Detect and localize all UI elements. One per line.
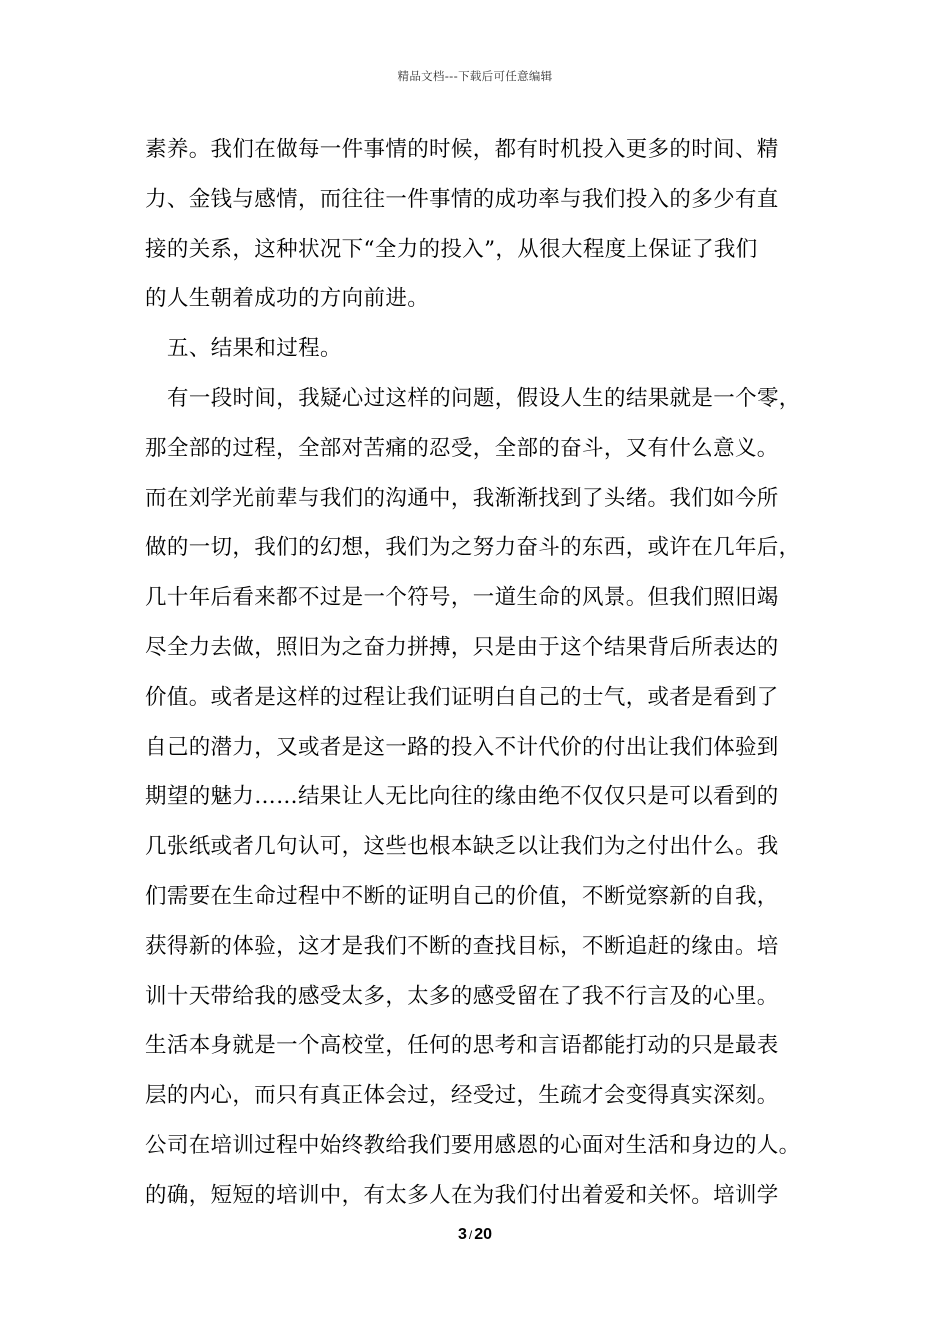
text-line: 自己的潜力，又或者是这一路的投入不计代价的付出让我们体验到: [145, 734, 779, 760]
text-line: 素养。我们在做每一件事情的时候，都有时机投入更多的时间、精: [145, 137, 779, 162]
text-line: 层的内心，而只有真正体会过，经受过，生疏才会变得真实深刻。: [145, 1083, 779, 1109]
text-line: 获得新的体验，这才是我们不断的查找目标，不断追赶的缘由。培: [145, 933, 779, 959]
page-number: [0, 1226, 950, 1244]
text-line: 而在刘学光前辈与我们的沟通中，我渐渐找到了头绪。我们如今所: [145, 485, 779, 511]
text-line: 力、金钱与感情，而往往一件事情的成功率与我们投入的多少有直: [145, 186, 779, 212]
text-line: 那全部的过程，全部对苦痛的忍受，全部的奋斗，又有什么意义。: [145, 435, 779, 461]
section-heading: 五、结果和过程。: [167, 336, 342, 362]
page-number-current: 3: [457, 1226, 467, 1243]
text-line: 公司在培训过程中始终教给我们要用感恩的心面对生活和身边的人。: [145, 1132, 801, 1158]
document-body: [145, 125, 825, 1221]
text-line: 价值。或者是这样的过程让我们证明白自己的士气，或者是看到了: [145, 684, 779, 710]
text-line: 几张纸或者几句认可，这些也根本缺乏以让我们为之付出什么。我: [145, 834, 779, 860]
text-line: 生活本身就是一个高校堂，任何的思考和言语都能打动的只是最表: [145, 1033, 779, 1059]
text-line: 有一段时间，我疑心过这样的问题，假设人生的结果就是一个零，: [167, 385, 801, 411]
text-line: 们需要在生命过程中不断的证明自己的价值，不断觉察新的自我，: [145, 883, 779, 909]
page-number-separator: /: [468, 1228, 473, 1242]
text-line: 尽全力去做，照旧为之奋力拼搏，只是由于这个结果背后所表达的: [145, 634, 779, 660]
page-header: 精品文档---下载后可任意编辑: [397, 69, 553, 83]
text-line: 几十年后看来都不过是一个符号，一道生命的风景。但我们照旧竭: [145, 585, 779, 611]
text-line: 接的关系，这种状况下“全力的投入”，从很大程度上保证了我们: [145, 236, 758, 262]
text-line: 期望的魅力……结果让人无比向往的缘由绝不仅仅只是可以看到的: [145, 784, 779, 810]
text-line: 训十天带给我的感受太多，太多的感受留在了我不行言及的心里。: [145, 983, 779, 1009]
text-line: 做的一切，我们的幻想，我们为之努力奋斗的东西，或许在几年后，: [145, 535, 801, 561]
page-number-total: 20: [474, 1226, 493, 1243]
text-line: 的确，短短的培训中，有太多人在为我们付出着爱和关怀。培训学: [145, 1182, 779, 1208]
text-line: 的人生朝着成功的方向前进。: [145, 286, 430, 312]
